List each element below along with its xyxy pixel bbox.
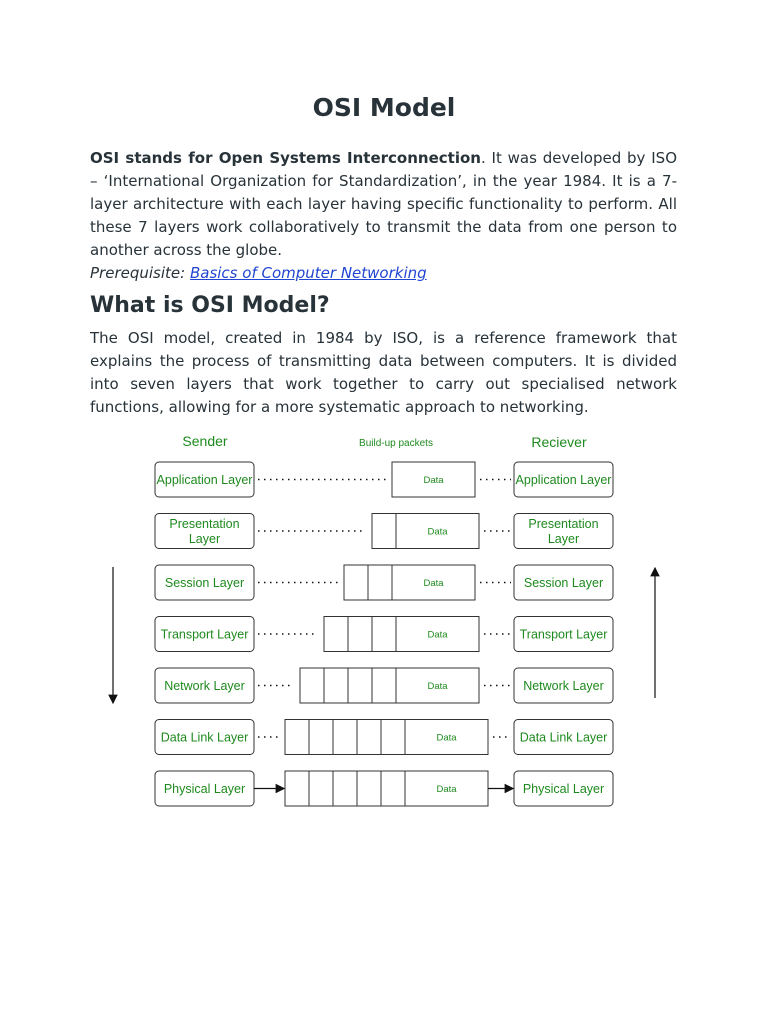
sender-layer-label: Physical Layer	[163, 782, 246, 796]
page-title: OSI Model	[312, 93, 456, 122]
sender-layer-label: Application Layer	[156, 473, 253, 487]
layer-row	[155, 720, 613, 755]
osi-diagram-svg	[100, 425, 670, 825]
packet-data-label: Data	[427, 629, 448, 641]
buildup-label: Build-up packets	[359, 438, 433, 449]
layer-row	[155, 771, 613, 806]
layer-row	[155, 514, 613, 549]
packet-box	[372, 514, 479, 549]
sender-label: Sender	[182, 433, 228, 449]
packet-data-label: Data	[423, 475, 444, 486]
packet-data-label: Data	[427, 681, 448, 692]
intro-paragraph	[90, 147, 677, 262]
prerequisite-link[interactable]: Basics of Computer Networking	[189, 264, 427, 282]
receiver-layer-label: Network Layer	[523, 679, 604, 693]
packet-box	[300, 668, 479, 703]
layer-row	[155, 462, 613, 497]
layer-row	[155, 565, 613, 600]
sender-layer-label: Layer	[188, 532, 221, 546]
sender-layer-label: Network Layer	[164, 679, 245, 693]
layer-row	[155, 617, 613, 652]
section-paragraph: The OSI model, created in 1984 by ISO, is a reference framework that explains the process of transmitting data between computers. It is divided into seven layers that work together to carry out specialised network functions, allowing for a more systematic approach to networking.	[90, 329, 677, 416]
intro-text: . It was developed by ISO – ‘International Organization for Standardization’, in the year 1984. It is a 7-layer architecture with each layer having specific functionality to perform. All these 7 layers work collaboratively to transmit the data from one person to another across the globe.	[90, 149, 677, 259]
receiver-layer-label: Transport Layer	[519, 627, 608, 642]
prerequisite-line	[90, 262, 677, 285]
packet-box	[344, 565, 475, 600]
receiver-layer-label: Application Layer	[515, 473, 612, 487]
osi-diagram	[100, 425, 670, 825]
packet-box	[285, 720, 488, 755]
packet-data-label: Data	[436, 732, 457, 744]
layer-row	[155, 668, 613, 703]
sender-layer-label: Presentation	[169, 517, 240, 531]
receiver-layer-label: Presentation	[528, 517, 599, 531]
receiver-layer-label: Layer	[547, 532, 580, 546]
packet-data-label: Data	[427, 526, 448, 538]
receiver-layer-label: Data Link Layer	[519, 730, 608, 745]
packet-box	[285, 771, 488, 806]
layers-group	[155, 462, 613, 806]
receiver-layer-label: Physical Layer	[522, 782, 605, 796]
intro-bold-term: OSI stands for Open Systems Interconnection	[90, 149, 481, 167]
packet-box	[324, 617, 479, 652]
receiver-label: Reciever	[531, 434, 587, 450]
sender-layer-label: Session Layer	[164, 576, 245, 590]
prerequisite-label: Prerequisite:	[90, 264, 186, 282]
sender-layer-label: Transport Layer	[160, 627, 249, 642]
sender-layer-label: Data Link Layer	[160, 730, 249, 745]
packet-data-label: Data	[423, 578, 444, 589]
packet-data-label: Data	[436, 784, 457, 795]
section-heading: What is OSI Model?	[90, 293, 330, 318]
receiver-layer-label: Session Layer	[523, 576, 604, 590]
